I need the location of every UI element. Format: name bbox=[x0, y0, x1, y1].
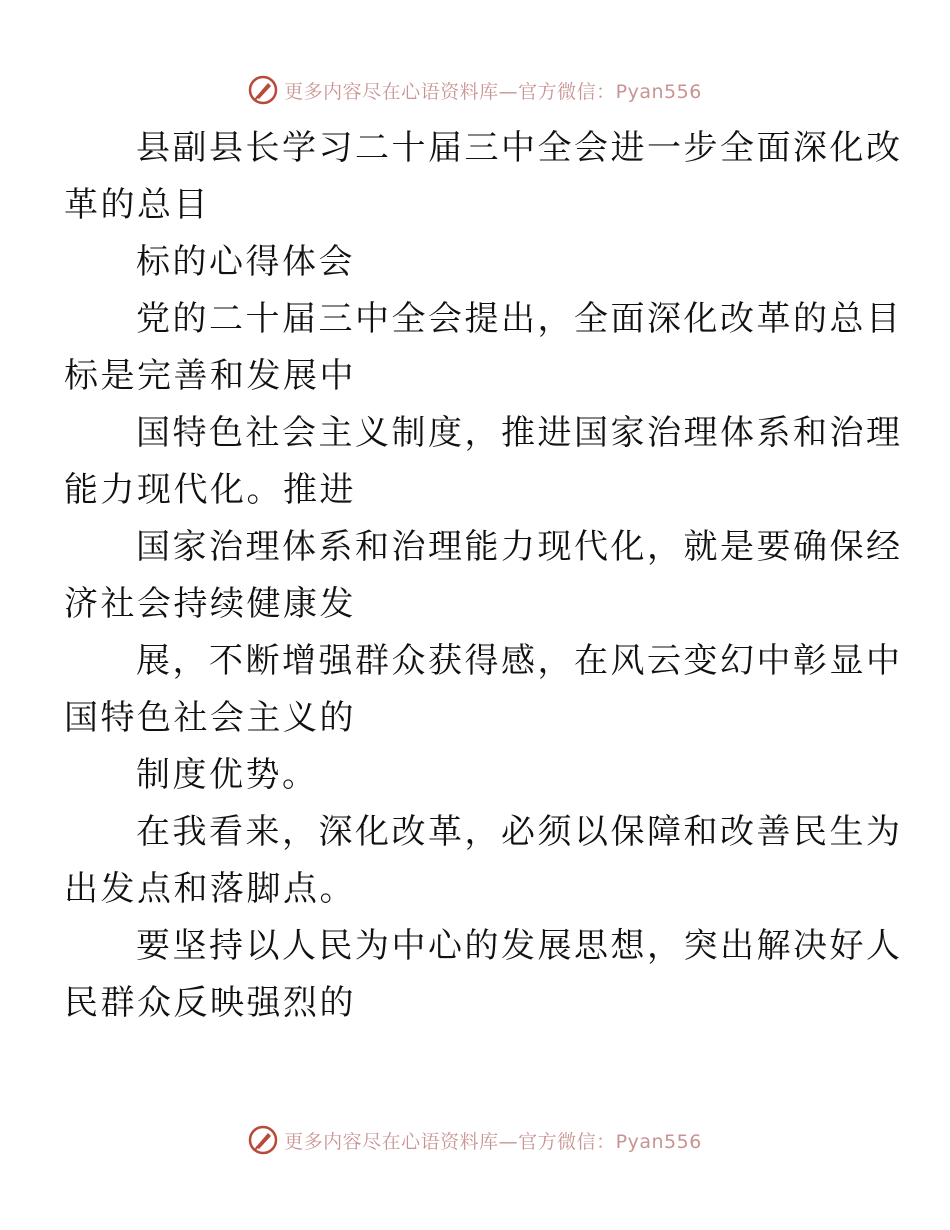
line: 要坚持以人民为中心的发展思想，突出解决好人 bbox=[136, 926, 903, 966]
line: 展，不断增强群众获得感，在风云变幻中彰显中 bbox=[136, 641, 903, 681]
watermark-text: 更多内容尽在心语资料库—官方微信：Pyan556 bbox=[284, 80, 702, 103]
line: 制度优势。 bbox=[136, 755, 319, 795]
line: 出发点和落脚点。 bbox=[64, 869, 356, 909]
line: 标的心得体会 bbox=[136, 242, 355, 282]
paragraph bbox=[100, 234, 860, 291]
paragraph bbox=[64, 519, 903, 633]
watermark-text: 更多内容尽在心语资料库—官方微信：Pyan556 bbox=[284, 1130, 702, 1153]
line: 在我看来，深化改革，必须以保障和改善民生为 bbox=[136, 812, 903, 852]
line: 革的总目 bbox=[64, 185, 210, 225]
line: 济社会持续健康发 bbox=[64, 584, 356, 624]
paragraph bbox=[64, 633, 903, 747]
line: 县副县长学习二十届三中全会进一步全面深化改 bbox=[136, 128, 903, 168]
line: 能力现代化。推进 bbox=[64, 470, 356, 510]
quill-pen-logo-icon bbox=[248, 75, 278, 105]
line: 国特色社会主义的 bbox=[64, 698, 356, 738]
line: 民群众反映强烈的 bbox=[64, 983, 356, 1023]
line: 国家治理体系和治理能力现代化，就是要确保经 bbox=[136, 527, 903, 567]
quill-pen-logo-icon bbox=[248, 1125, 278, 1155]
paragraph bbox=[64, 804, 903, 918]
paragraph bbox=[64, 405, 903, 519]
paragraph bbox=[64, 918, 903, 1032]
footer-watermark bbox=[0, 1120, 950, 1160]
line: 标是完善和发展中 bbox=[64, 356, 356, 396]
line: 党的二十届三中全会提出，全面深化改革的总目 bbox=[136, 299, 903, 339]
paragraph bbox=[64, 120, 903, 234]
paragraph bbox=[100, 747, 860, 804]
paragraph bbox=[64, 291, 903, 405]
line: 国特色社会主义制度，推进国家治理体系和治理 bbox=[136, 413, 903, 453]
header-watermark bbox=[0, 70, 950, 110]
document-body bbox=[64, 120, 903, 1032]
